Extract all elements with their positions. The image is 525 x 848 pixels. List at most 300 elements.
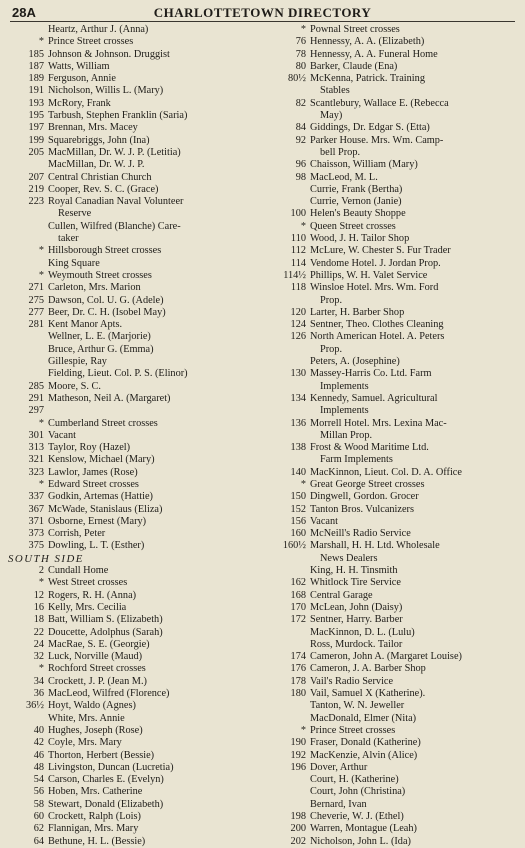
entry-text: Carson, Charles E. (Evelyn) — [48, 774, 164, 786]
entry-text: Rogers, R. H. (Anna) — [48, 589, 137, 601]
house-number: 193 — [28, 97, 44, 109]
entry-text: Ferguson, Annie — [48, 73, 116, 85]
house-number: 285 — [28, 380, 44, 392]
directory-entry — [6, 811, 259, 823]
house-number: 126 — [290, 331, 306, 343]
entry-text: taker — [58, 233, 79, 245]
entry-text: Implements — [320, 380, 369, 392]
entry-text: Central Christian Church — [48, 171, 152, 183]
entry-text: Moore, S. C. — [48, 380, 101, 392]
house-number: 2 — [38, 565, 44, 577]
entry-text: MacLeod, Wilfred (Florence) — [48, 688, 170, 700]
entry-text: Hennessy, A. A. (Elizabeth) — [310, 36, 425, 48]
cross-street-row — [6, 479, 259, 491]
house-number: 36½ — [25, 700, 44, 712]
directory-entry — [268, 823, 521, 835]
house-number: 162 — [290, 577, 306, 589]
directory-entry — [268, 454, 521, 466]
house-number: 136 — [290, 417, 306, 429]
entry-text: Barker, Claude (Ena) — [310, 60, 398, 72]
entry-text: Vacant — [310, 515, 339, 527]
directory-entry — [6, 307, 259, 319]
entry-text: Parker House. Mrs. Wm. Camp- — [310, 134, 444, 146]
directory-entry — [268, 737, 521, 749]
entry-text: Weymouth Street crosses — [48, 269, 152, 281]
directory-entry — [6, 504, 259, 516]
house-number: 301 — [28, 429, 44, 441]
house-number: 198 — [290, 811, 306, 822]
entry-text: Lawlor, James (Rose) — [48, 466, 138, 478]
house-number: 82 — [295, 97, 306, 109]
house-number: 199 — [28, 134, 44, 146]
directory-entry — [6, 282, 259, 294]
entry-text: McRory, Frank — [48, 97, 111, 109]
house-number: 187 — [28, 60, 44, 72]
house-number: * — [38, 663, 44, 675]
house-number: 371 — [28, 515, 44, 527]
cross-street-row — [268, 221, 521, 233]
entry-text: Rochford Street crosses — [48, 663, 146, 675]
entry-text: Giddings, Dr. Edgar S. (Etta) — [310, 122, 430, 134]
directory-entry — [268, 344, 521, 356]
house-number: 92 — [295, 134, 306, 146]
entry-text: Flannigan, Mrs. Mary — [48, 823, 139, 835]
entry-text: Phillips, W. H. Valet Service — [310, 269, 428, 281]
page-number: 28A — [12, 5, 36, 20]
entry-text: Nicholson, John L. (Ida) — [310, 835, 411, 847]
directory-entry — [268, 577, 521, 589]
house-number: * — [300, 220, 306, 232]
directory-entry — [6, 331, 259, 343]
entry-text: Court, H. (Katherine) — [310, 774, 399, 786]
entry-text: Prince Street crosses — [48, 36, 134, 48]
directory-entry — [268, 282, 521, 294]
entry-text: Cameron, J. A. Barber Shop — [310, 663, 426, 675]
entry-text: MacMillan, Dr. W. J. P. (Letitia) — [48, 146, 181, 158]
house-number: 321 — [28, 454, 44, 466]
entry-text: Larter, H. Barber Shop — [310, 306, 405, 318]
entry-text: Fraser, Donald (Katherine) — [310, 737, 421, 749]
entry-text: Luck, Norville (Maud) — [48, 651, 143, 663]
entry-text: MacMillan, Dr. W. J. P. — [48, 159, 145, 171]
entry-text: Wellner, L. E. (Marjorie) — [48, 331, 151, 343]
directory-entry — [268, 786, 521, 798]
house-number: * — [38, 478, 44, 490]
directory-entry — [6, 368, 259, 380]
right-column — [268, 24, 521, 848]
house-number: 120 — [290, 306, 306, 318]
entry-text: Cullen, Wilfred (Blanche) Care- — [48, 220, 181, 232]
house-number: 291 — [28, 392, 44, 404]
entry-text: Kelly, Mrs. Cecilia — [48, 601, 127, 613]
directory-entry — [6, 799, 259, 811]
directory-entry — [268, 319, 521, 331]
directory-entry — [268, 639, 521, 651]
entry-text: Ross, Murdock. Tailor — [310, 638, 403, 650]
house-number: 180 — [290, 688, 306, 700]
house-number: * — [38, 245, 44, 257]
entry-text: Sentner, Harry. Barber — [310, 614, 403, 626]
directory-entry — [268, 762, 521, 774]
page-header — [10, 5, 515, 22]
directory-entry — [268, 381, 521, 393]
entry-text: MacKinnon, D. L. (Lulu) — [310, 626, 415, 638]
directory-entry — [6, 405, 259, 417]
cross-street-row — [6, 245, 259, 257]
directory-entry — [268, 368, 521, 380]
entry-text: Tanton, W. N. Jeweller — [310, 700, 405, 712]
directory-entry — [6, 393, 259, 405]
directory-entry — [268, 405, 521, 417]
directory-entry — [6, 24, 259, 36]
directory-entry — [6, 590, 259, 602]
directory-entry — [268, 196, 521, 208]
entry-text: Godkin, Artemas (Hattie) — [48, 491, 153, 503]
directory-entry — [6, 491, 259, 503]
house-number: 110 — [290, 233, 306, 245]
entry-text: Vail, Samuel X (Katherine). — [310, 688, 426, 700]
entry-text: Prince Street crosses — [310, 724, 396, 736]
house-number: 114½ — [283, 269, 306, 281]
house-number: 195 — [28, 110, 44, 122]
house-number: 160½ — [282, 540, 306, 552]
house-number: 138 — [290, 442, 306, 454]
directory-entry — [6, 823, 259, 835]
entry-text: Morrell Hotel. Mrs. Lexina Mac- — [310, 417, 447, 429]
directory-entry — [268, 688, 521, 700]
house-number: * — [38, 417, 44, 429]
entry-text: Cumberland Street crosses — [48, 417, 158, 429]
directory-entry — [268, 73, 521, 85]
house-number: 170 — [290, 601, 306, 613]
directory-entry — [6, 786, 259, 798]
entry-text: MacKenzie, Alvin (Alice) — [310, 749, 418, 761]
entry-text: Hoben, Mrs. Catherine — [48, 786, 143, 798]
left-column — [6, 24, 259, 848]
house-number: 337 — [28, 491, 44, 503]
directory-entry — [268, 700, 521, 712]
directory-entry — [6, 73, 259, 85]
entry-text: Dowling, L. T. (Esther) — [48, 540, 145, 552]
directory-entry — [268, 750, 521, 762]
directory-entry — [268, 356, 521, 368]
entry-text: Pownal Street crosses — [310, 24, 400, 35]
directory-entry — [268, 799, 521, 811]
house-number: 375 — [28, 540, 44, 552]
entry-text: Taylor, Roy (Hazel) — [48, 442, 131, 454]
house-number: 191 — [28, 85, 44, 97]
house-number: 80 — [295, 60, 306, 72]
house-number: 156 — [290, 515, 306, 527]
directory-entry — [6, 725, 259, 737]
entry-text: Tarbush, Stephen Franklin (Saria) — [48, 110, 188, 122]
section-title: SOUTH SIDE — [8, 552, 84, 565]
house-number: 150 — [290, 491, 306, 503]
directory-entry — [268, 553, 521, 565]
directory-entry — [268, 270, 521, 282]
entry-text: Corrish, Peter — [48, 528, 106, 540]
running-head: CHARLOTTETOWN DIRECTORY — [153, 5, 372, 20]
directory-entry — [268, 627, 521, 639]
directory-entry — [268, 184, 521, 196]
directory-entry — [268, 418, 521, 430]
directory-entry — [268, 61, 521, 73]
directory-entry — [268, 614, 521, 626]
directory-entry — [268, 49, 521, 61]
cross-street-row — [6, 663, 259, 675]
cross-street-row — [6, 577, 259, 589]
entry-text: Prop. — [320, 343, 343, 355]
directory-entry — [268, 85, 521, 97]
house-number: 48 — [33, 761, 44, 773]
house-number: 323 — [28, 466, 44, 478]
directory-entry — [6, 381, 259, 393]
section-heading — [6, 553, 259, 565]
entry-text: Whitlock Tire Service — [310, 577, 401, 589]
entry-text: Beer, Dr. C. H. (Isobel May) — [48, 306, 166, 318]
directory-entry — [6, 651, 259, 663]
entry-text: Marshall, H. H. Ltd. Wholesale — [310, 540, 440, 552]
entry-text: Wood, J. H. Tailor Shop — [310, 233, 410, 245]
directory-entry — [6, 516, 259, 528]
house-number: 118 — [290, 282, 306, 294]
house-number: 56 — [33, 786, 44, 798]
house-number: 18 — [33, 614, 44, 626]
directory-entry — [6, 836, 259, 848]
directory-entry — [268, 602, 521, 614]
entry-text: Kent Manor Apts. — [48, 319, 123, 331]
house-number: 271 — [28, 282, 44, 294]
entry-text: McLure, W. Chester S. Fur Trader — [310, 245, 451, 257]
entry-text: May) — [320, 110, 343, 122]
house-number: 16 — [33, 601, 44, 613]
directory-entry — [268, 516, 521, 528]
entry-text: Central Garage — [310, 589, 373, 601]
entry-text: McKenna, Patrick. Training — [310, 73, 425, 85]
entry-text: Gillespie, Ray — [48, 356, 107, 368]
directory-entry — [6, 196, 259, 208]
entry-text: Cameron, John A. (Margaret Louise) — [310, 651, 462, 663]
directory-entry — [6, 774, 259, 786]
directory-entry — [268, 307, 521, 319]
house-number: * — [300, 724, 306, 736]
house-number: 373 — [28, 528, 44, 540]
directory-entry — [6, 159, 259, 171]
directory-entry — [6, 356, 259, 368]
entry-text: Hennessy, A. A. Funeral Home — [310, 48, 438, 60]
entry-text: MacRae, S. E. (Georgie) — [48, 638, 150, 650]
house-number: 12 — [33, 589, 44, 601]
entry-text: Cundall Home — [48, 565, 109, 577]
directory-entry — [6, 295, 259, 307]
house-number: 130 — [290, 368, 306, 380]
entry-text: Matheson, Neil A. (Margaret) — [48, 392, 171, 404]
house-number: 96 — [295, 159, 306, 171]
house-number: 189 — [28, 73, 44, 85]
entry-text: Court, John (Christina) — [310, 786, 406, 798]
cross-street-row — [268, 24, 521, 36]
house-number: 197 — [28, 122, 44, 134]
entry-text: White, Mrs. Annie — [48, 712, 125, 724]
entry-text: Peters, A. (Josephine) — [310, 356, 400, 368]
house-number: 313 — [28, 442, 44, 454]
directory-entry — [6, 233, 259, 245]
house-number: 60 — [33, 811, 44, 822]
entry-text: Squarebriggs, John (Ina) — [48, 134, 150, 146]
entry-text: King, H. H. Tinsmith — [310, 565, 398, 577]
entry-text: Batt, William S. (Elizabeth) — [48, 614, 163, 626]
directory-entry — [268, 491, 521, 503]
entry-text: Massey-Harris Co. Ltd. Farm — [310, 368, 432, 380]
entry-text: Farm Implements — [320, 454, 393, 466]
entry-text: Hughes, Joseph (Rose) — [48, 724, 143, 736]
house-number: 34 — [33, 675, 44, 687]
entry-text: bell Prop. — [320, 146, 361, 158]
entry-text: Prop. — [320, 294, 343, 306]
directory-entry — [6, 85, 259, 97]
entry-text: News Dealers — [320, 552, 378, 564]
directory-entry — [6, 221, 259, 233]
entry-text: Edward Street crosses — [48, 478, 139, 490]
directory-entry — [6, 258, 259, 270]
house-number: 185 — [28, 48, 44, 60]
directory-entry — [6, 614, 259, 626]
house-number: 190 — [290, 737, 306, 749]
directory-entry — [6, 110, 259, 122]
house-number: 275 — [28, 294, 44, 306]
directory-entry — [268, 393, 521, 405]
house-number: 112 — [290, 245, 306, 257]
directory-entry — [268, 122, 521, 134]
entry-text: Sentner, Theo. Clothes Cleaning — [310, 319, 444, 331]
directory-entry — [268, 295, 521, 307]
entry-text: Currie, Frank (Bertha) — [310, 183, 403, 195]
house-number: 134 — [290, 392, 306, 404]
house-number: 98 — [295, 171, 306, 183]
entry-text: Brennan, Mrs. Macey — [48, 122, 138, 134]
directory-entry — [6, 602, 259, 614]
entry-text: Cooper, Rev. S. C. (Grace) — [48, 183, 159, 195]
directory-entry — [268, 811, 521, 823]
entry-text: Scantlebury, Wallace E. (Rebecca — [310, 97, 449, 109]
house-number: 22 — [33, 626, 44, 638]
house-number: 281 — [28, 319, 44, 331]
house-number: 297 — [28, 405, 44, 417]
directory-entry — [6, 344, 259, 356]
entry-text: Dawson, Col. U. G. (Adele) — [48, 294, 164, 306]
directory-entry — [6, 639, 259, 651]
cross-street-row — [6, 36, 259, 48]
entry-text: Dover, Arthur — [310, 761, 368, 773]
house-number: * — [38, 36, 44, 48]
entry-text: McNeill's Radio Service — [310, 528, 411, 540]
entry-text: Queen Street crosses — [310, 220, 396, 232]
entry-text: Cheverie, W. J. (Ethel) — [310, 811, 404, 822]
house-number: 223 — [28, 196, 44, 208]
entry-text: King Square — [48, 257, 100, 269]
directory-entry — [6, 540, 259, 552]
directory-entry — [268, 713, 521, 725]
entry-text: Currie, Vernon (Janie) — [310, 196, 402, 208]
directory-entry — [6, 172, 259, 184]
directory-entry — [268, 147, 521, 159]
entry-text: Thorton, Herbert (Bessie) — [48, 749, 155, 761]
directory-entry — [6, 713, 259, 725]
directory-entry — [268, 110, 521, 122]
house-number: 200 — [290, 823, 306, 835]
cross-street-row — [268, 479, 521, 491]
directory-entry — [268, 504, 521, 516]
directory-entry — [6, 61, 259, 73]
entry-text: Implements — [320, 405, 369, 417]
house-number: * — [300, 478, 306, 490]
house-number: 40 — [33, 724, 44, 736]
house-number: 172 — [290, 614, 306, 626]
house-number: 62 — [33, 823, 44, 835]
house-number: 168 — [290, 589, 306, 601]
entry-text: Warren, Montague (Leah) — [310, 823, 417, 835]
entry-text: Nicholson, Willis L. (Mary) — [48, 85, 164, 97]
directory-entry — [268, 172, 521, 184]
directory-entry — [268, 565, 521, 577]
entry-text: Heartz, Arthur J. (Anna) — [48, 24, 149, 35]
entry-text: McLean, John (Daisy) — [310, 601, 403, 613]
directory-entry — [268, 442, 521, 454]
house-number: 54 — [33, 774, 44, 786]
directory-entry — [268, 540, 521, 552]
house-number: 76 — [295, 36, 306, 48]
directory-entry — [6, 750, 259, 762]
entry-text: Chaisson, William (Mary) — [310, 159, 418, 171]
house-number: 24 — [33, 638, 44, 650]
entry-text: Hoyt, Waldo (Agnes) — [48, 700, 136, 712]
house-number: 160 — [290, 528, 306, 540]
directory-entry — [6, 147, 259, 159]
directory-entry — [268, 331, 521, 343]
house-number: * — [300, 24, 306, 35]
directory-entry — [6, 319, 259, 331]
directory-entry — [6, 467, 259, 479]
house-number: 205 — [28, 146, 44, 158]
house-number: 176 — [290, 663, 306, 675]
house-number: 174 — [290, 651, 306, 663]
entry-text: Millan Prop. — [320, 429, 373, 441]
entry-text: Dingwell, Gordon. Grocer — [310, 491, 419, 503]
directory-entry — [268, 430, 521, 442]
directory-entry — [6, 762, 259, 774]
house-number: 114 — [290, 257, 306, 269]
entry-text: Fielding, Lieut. Col. P. S. (Elinor) — [48, 368, 188, 380]
house-number: 178 — [290, 675, 306, 687]
directory-entry — [268, 233, 521, 245]
house-number: 100 — [290, 208, 306, 220]
directory-entry — [6, 98, 259, 110]
directory-entry — [6, 208, 259, 220]
entry-text: Crockett, J. P. (Jean M.) — [48, 675, 147, 687]
directory-entry — [268, 245, 521, 257]
entry-text: Stewart, Donald (Elizabeth) — [48, 798, 164, 810]
house-number: 367 — [28, 503, 44, 515]
directory-entry — [6, 737, 259, 749]
entry-text: Vacant — [48, 429, 77, 441]
house-number: * — [38, 269, 44, 281]
entry-text: Doucette, Adolphus (Sarah) — [48, 626, 163, 638]
house-number: 124 — [290, 319, 306, 331]
house-number: 58 — [33, 798, 44, 810]
house-number: 78 — [295, 48, 306, 60]
directory-entry — [6, 700, 259, 712]
directory-entry — [268, 590, 521, 602]
